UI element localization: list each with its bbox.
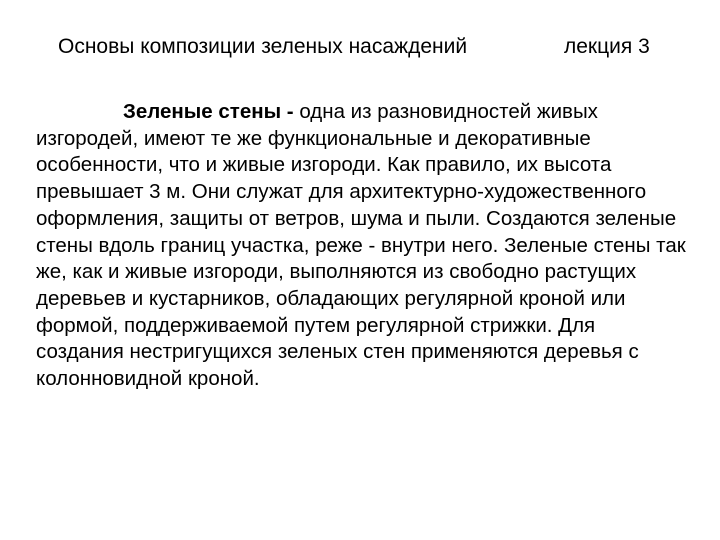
header-lecture-number: лекция 3: [564, 35, 650, 58]
term-heading: Зеленые стены -: [123, 100, 294, 123]
body-paragraph: [36, 99, 686, 393]
term-definition: одна из разновидностей живых изгородей, имеют те же функциональные и декоративные особенности, что и живые изгороди. Как правило, их высота превышает 3 м. Они служат для архитектурно-художественного оформления, защиты от ветров, шума и пыли. Создаются зеленые стены вдоль границ участка, реже - внутри него. Зеленые стены так же, как и живые изгороди, выполняются из свободно растущих деревьев и кустарников, обладающих регулярной кроной или формой, поддерживаемой путем регулярной стрижки. Для создания нестригущихся зеленых стен применяются деревья с колонновидной кроной.: [36, 100, 686, 391]
header-title: Основы композиции зеленых насаждений: [58, 35, 468, 58]
slide-header: [58, 32, 678, 62]
